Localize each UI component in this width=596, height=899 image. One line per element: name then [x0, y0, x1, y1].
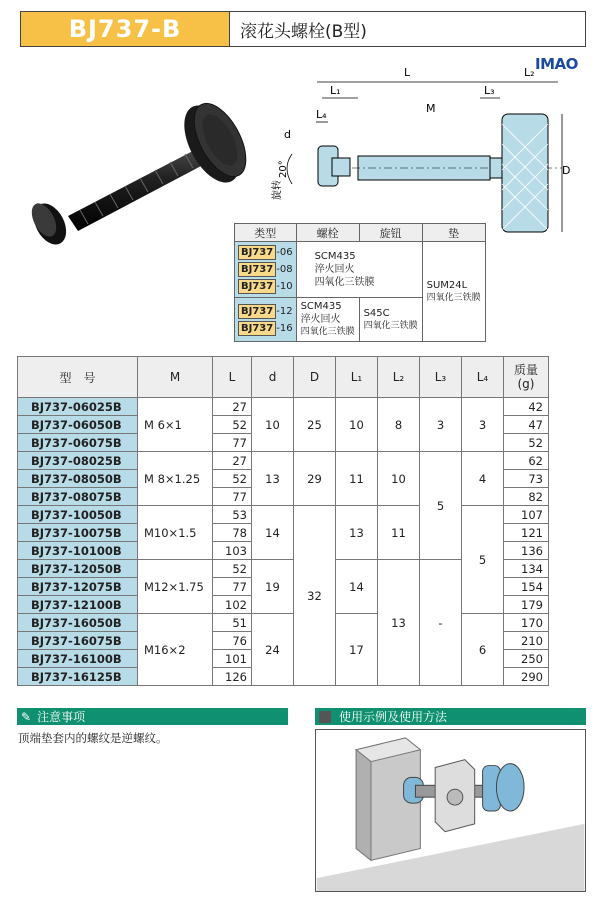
model-cell: BJ737-08075B	[18, 488, 138, 506]
l1-cell: 13	[336, 506, 378, 560]
dim-M: M	[426, 102, 436, 115]
l-cell: 78	[213, 524, 252, 542]
D-cell: 25	[294, 398, 336, 452]
dim-d: d	[284, 128, 291, 141]
model-cell: BJ737-16075B	[18, 632, 138, 650]
l-cell: 52	[213, 470, 252, 488]
d-cell: 13	[252, 452, 294, 506]
table-row	[18, 398, 549, 416]
l-cell: 53	[213, 506, 252, 524]
type-group-a: BJ737 -06 BJ737 -08 BJ737 -10	[235, 242, 297, 298]
pad-material: SUM24L 四氧化三铁膜	[422, 242, 485, 342]
weight-cell: 250	[504, 650, 549, 668]
product-photo	[20, 96, 250, 256]
spec-table	[17, 356, 549, 686]
l-cell: 76	[213, 632, 252, 650]
l-cell: 52	[213, 416, 252, 434]
material-table	[234, 223, 486, 342]
m-cell: M 6×1	[138, 398, 213, 452]
l-cell: 126	[213, 668, 252, 686]
l3-cell: 5	[420, 452, 462, 560]
weight-cell: 82	[504, 488, 549, 506]
dimension-drawing	[262, 62, 582, 242]
m-cell: M10×1.5	[138, 506, 213, 560]
notes-text: 顶端垫套内的螺纹是逆螺纹。	[18, 731, 168, 745]
header-m: M	[138, 357, 213, 398]
model-cell: BJ737-10050B	[18, 506, 138, 524]
rotation-label: 旋转	[272, 180, 283, 200]
model-cell: BJ737-10075B	[18, 524, 138, 542]
header-weight: 质量 (g)	[504, 357, 549, 398]
l1-cell: 10	[336, 398, 378, 452]
angle-label: 20°	[278, 160, 289, 178]
l3-cell: -	[420, 560, 462, 686]
d-cell: 19	[252, 560, 294, 614]
weight-cell: 154	[504, 578, 549, 596]
weight-cell: 107	[504, 506, 549, 524]
bolt-knob-material-a: SCM435 淬火回火 四氧化三铁膜	[296, 242, 422, 298]
dim-L3: L₃	[484, 84, 495, 97]
l2-cell: 13	[378, 560, 420, 686]
l-cell: 52	[213, 560, 252, 578]
l-cell: 27	[213, 398, 252, 416]
model-cell: BJ737-08050B	[18, 470, 138, 488]
header-model: 型 号	[18, 357, 138, 398]
header-D: D	[294, 357, 336, 398]
d-cell: 10	[252, 398, 294, 452]
weight-cell: 134	[504, 560, 549, 578]
knob-material-b: S45C 四氧化三铁膜	[359, 298, 422, 342]
product-title: 滚花头螺栓(B型)	[240, 21, 367, 42]
l-cell: 102	[213, 596, 252, 614]
l-cell: 77	[213, 488, 252, 506]
weight-cell: 42	[504, 398, 549, 416]
l-cell: 27	[213, 452, 252, 470]
l-cell: 77	[213, 434, 252, 452]
header-l3: L₃	[420, 357, 462, 398]
l2-cell: 8	[378, 398, 420, 452]
product-code: BJ737-B	[21, 12, 230, 46]
brand-logo: IMAO	[535, 55, 578, 73]
l4-cell: 6	[462, 614, 504, 686]
material-header-pad: 垫	[422, 224, 485, 242]
weight-cell: 62	[504, 452, 549, 470]
model-cell: BJ737-16050B	[18, 614, 138, 632]
l-cell: 77	[213, 578, 252, 596]
m-cell: M16×2	[138, 614, 213, 686]
dim-L2: L₂	[524, 66, 535, 79]
notes-bar	[17, 708, 288, 725]
title-bar	[20, 11, 586, 47]
dim-L: L	[404, 66, 411, 79]
dim-L4: L₄	[316, 108, 327, 121]
model-cell: BJ737-06025B	[18, 398, 138, 416]
m-cell: M12×1.75	[138, 560, 213, 614]
model-cell: BJ737-16100B	[18, 650, 138, 668]
dim-L1: L₁	[330, 84, 341, 97]
usage-bar	[315, 708, 586, 725]
l2-cell: 10	[378, 452, 420, 506]
table-row	[18, 452, 549, 470]
d-cell: 24	[252, 614, 294, 686]
material-header-bolt: 螺栓	[296, 224, 359, 242]
header-l4: L₄	[462, 357, 504, 398]
l3-cell: 3	[420, 398, 462, 452]
header-l1: L₁	[336, 357, 378, 398]
material-header-knob: 旋钮	[359, 224, 422, 242]
model-cell: BJ737-12075B	[18, 578, 138, 596]
l-cell: 101	[213, 650, 252, 668]
square-icon	[319, 711, 331, 723]
weight-cell: 47	[504, 416, 549, 434]
dim-D: D	[562, 164, 571, 177]
table-row	[18, 506, 549, 524]
weight-cell: 170	[504, 614, 549, 632]
l4-cell: 4	[462, 452, 504, 506]
l4-cell: 3	[462, 398, 504, 452]
material-header-type: 类型	[235, 224, 297, 242]
weight-cell: 52	[504, 434, 549, 452]
pencil-icon: ✎	[21, 709, 32, 724]
bolt-material-b: SCM435 淬火回火 四氧化三铁膜	[296, 298, 359, 342]
model-cell: BJ737-12100B	[18, 596, 138, 614]
weight-cell: 290	[504, 668, 549, 686]
D-cell: 32	[294, 506, 336, 686]
header-d: d	[252, 357, 294, 398]
weight-cell: 210	[504, 632, 549, 650]
type-group-b: BJ737 -12 BJ737 -16	[235, 298, 297, 342]
model-cell: BJ737-06075B	[18, 434, 138, 452]
weight-cell: 73	[504, 470, 549, 488]
usage-illustration	[315, 729, 586, 892]
model-cell: BJ737-16125B	[18, 668, 138, 686]
l-cell: 103	[213, 542, 252, 560]
notes-title: 注意事项	[37, 710, 86, 724]
model-cell: BJ737-08025B	[18, 452, 138, 470]
D-cell: 29	[294, 452, 336, 506]
table-row	[18, 614, 549, 632]
weight-cell: 179	[504, 596, 549, 614]
model-cell: BJ737-10100B	[18, 542, 138, 560]
l-cell: 51	[213, 614, 252, 632]
weight-cell: 121	[504, 524, 549, 542]
usage-title: 使用示例及使用方法	[339, 710, 448, 724]
header-l2: L₂	[378, 357, 420, 398]
d-cell: 14	[252, 506, 294, 560]
weight-cell: 136	[504, 542, 549, 560]
l1-cell: 14	[336, 560, 378, 614]
model-cell: BJ737-06050B	[18, 416, 138, 434]
l1-cell: 11	[336, 452, 378, 506]
m-cell: M 8×1.25	[138, 452, 213, 506]
l1-cell: 17	[336, 614, 378, 686]
model-cell: BJ737-12050B	[18, 560, 138, 578]
l2-cell: 11	[378, 506, 420, 560]
header-l: L	[213, 357, 252, 398]
l4-cell: 5	[462, 506, 504, 614]
